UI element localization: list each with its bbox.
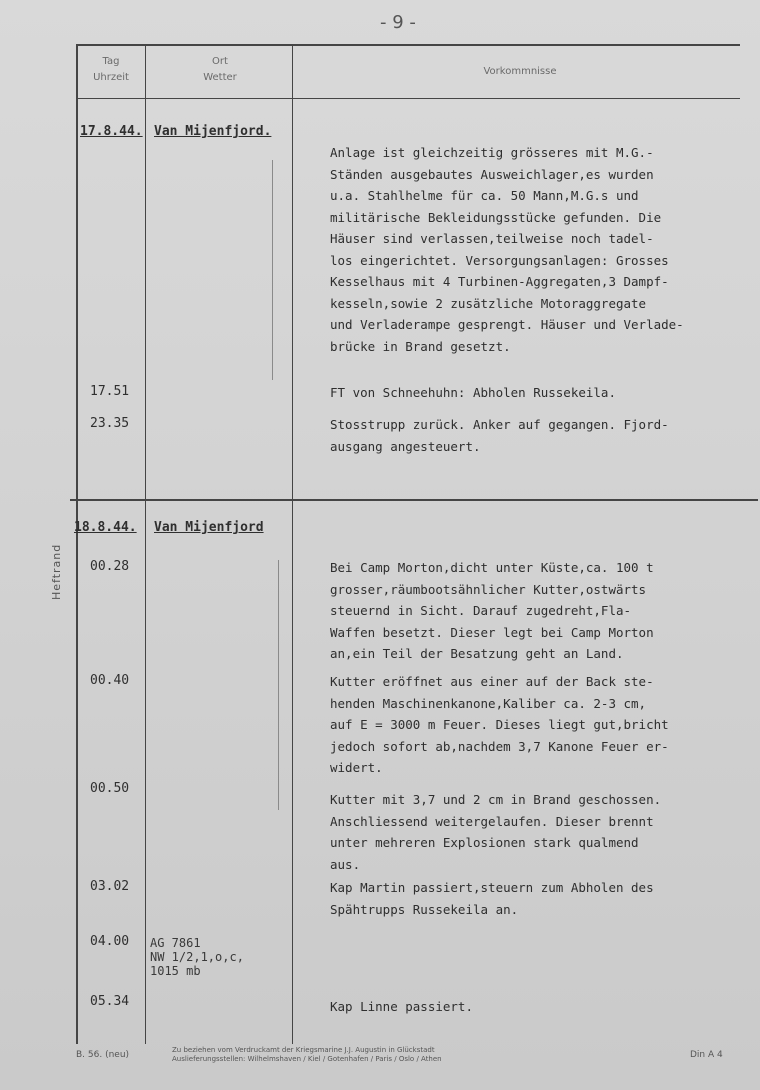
footer-paper-size: Din A 4 (690, 1050, 723, 1060)
entry1-time-1-text: FT von Schneehuhn: Abholen Russekeila. (330, 385, 616, 400)
pencil-mark (272, 160, 273, 380)
column-divider-1 (145, 44, 146, 1044)
entry2-time-5: 04.00 (90, 934, 130, 949)
entry1-place: Van Mijenfjord. (154, 124, 272, 139)
entry2-time-2-text: Kutter eröffnet aus einer auf der Back ste- henden Maschinenkanone,Kaliber ca. 2-3 cm, auf E = 3000 m Feuer. Dieses liegt gut,bricht jedoch sofort ab,nachdem 3,7 Kanone Feuer er- widert. (330, 674, 669, 775)
entry1-time-1: 17.51 (90, 384, 130, 399)
entry-separator (70, 499, 758, 501)
entry2-time-3: 00.50 (90, 781, 130, 796)
entry2-time-1: 00.28 (90, 559, 130, 574)
footer-form-number: B. 56. (neu) (76, 1050, 130, 1060)
entry1-date: 17.8.44. (80, 124, 143, 139)
weather-stamp: AG 7861 NW 1/2,1,o,c, 1015 mb (150, 936, 244, 978)
entry2-time-1-text: Bei Camp Morton,dicht unter Küste,ca. 100 t grosser,räumbootsähnlicher Kutter,ostwärts steuernd in Sicht. Darauf zugedreht,Fla- Waffen besetzt. Dieser legt bei Camp Morton an,ein Teil der Besatzung geht an Land. (330, 560, 654, 661)
entry1-time-2-text: Stosstrupp zurück. Anker auf gegangen. Fjord- ausgang angesteuert. (330, 417, 669, 454)
entry2-place: Van Mijenfjord (154, 520, 264, 535)
table-top-border (76, 44, 740, 46)
entry1-text: Anlage ist gleichzeitig grösseres mit M.G.- Ständen ausgebautes Ausweichlager,es wurden u.a. Stahlhelme für ca. 50 Mann,M.G.s und militärische Bekleidungsstücke gefunden. Die Häuser sind verlassen,teilweise noch tadel- los eingerichtet. Versorgungsanlagen: Grosses Kesselhaus mit 4 Turbinen-Aggregaten,3 Dampf- kesseln,sowie 2 zusätzliche Motoraggregate und Verladerampe gesprengt. Häuser und Verlade- brücke in Brand gesetzt. (330, 145, 684, 354)
entry1-time-2: 23.35 (90, 416, 130, 431)
footer-printer-note: Zu beziehen vom Verdruckamt der Kriegsmarine J.J. Augustin in Glückstadt Auslieferungsstellen: Wilhelmshaven / Kiel / Gotenhafen / Paris / Oslo / Athen (172, 1046, 442, 1063)
table-left-border (76, 44, 78, 1044)
margin-label: Heftrand (50, 543, 63, 600)
entry2-time-3-text: Kutter mit 3,7 und 2 cm in Brand geschossen. Anschliessend weitergelaufen. Dieser brennt unter mehreren Explosionen stark qualmend aus. (330, 792, 662, 872)
header-col-events: Vorkommnisse (483, 66, 557, 77)
page-number: - 9 - (380, 12, 416, 33)
entry2-time-6: 05.34 (90, 994, 130, 1009)
header-bottom-border (76, 98, 740, 99)
entry2-time-4: 03.02 (90, 879, 130, 894)
pencil-mark (278, 560, 279, 810)
entry2-time-2: 00.40 (90, 673, 130, 688)
header-col-place-weather: Ort Wetter (203, 56, 237, 83)
entry2-time-4-text: Kap Martin passiert,steuern zum Abholen des Spähtrupps Russekeila an. (330, 880, 654, 917)
column-divider-2 (292, 44, 293, 1044)
entry2-time-6-text: Kap Linne passiert. (330, 999, 473, 1014)
header-col-day-time: Tag Uhrzeit (93, 56, 129, 83)
entry2-date: 18.8.44. (74, 520, 137, 535)
